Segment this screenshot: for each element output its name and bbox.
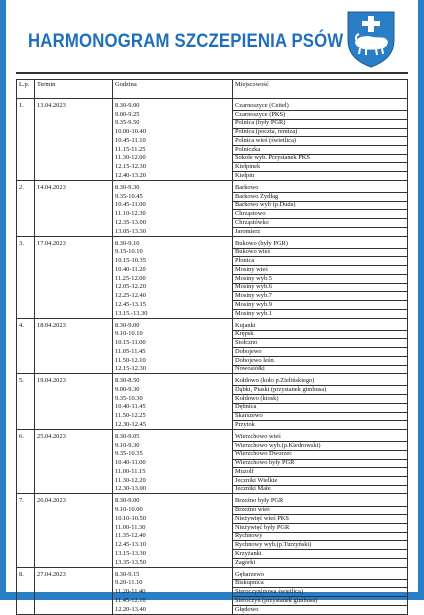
time-slot: 11.30-12.20	[115, 476, 146, 484]
right-blue-border	[418, 0, 424, 600]
table-row	[17, 322, 408, 374]
termin-date: 13.04.2023	[37, 102, 66, 109]
time-slot: 8.30-9.00	[115, 321, 140, 329]
time-slot: 8.30-9.00	[115, 102, 140, 109]
location-name: Kołdowo (koło p.Zielińskiego)	[235, 377, 315, 385]
lp-cell	[17, 571, 35, 614]
table-header-row	[17, 80, 408, 99]
time-slot: 13.15-13.30	[115, 549, 146, 557]
time-slot: 11.25-12.00	[115, 274, 146, 282]
godzina-cell	[113, 497, 233, 567]
time-slot: 9.15-10.10	[115, 248, 143, 256]
termin-date: 26.04.2023	[37, 497, 66, 505]
location-name: Nieżywięć były PGR	[235, 523, 290, 531]
location-name: Mosiny wyb.6	[235, 283, 272, 291]
lp-number: 1.	[19, 102, 24, 109]
location-name: Bukowo (były PGR)	[235, 239, 288, 247]
time-slot: 10.15-10.35	[115, 257, 146, 265]
time-slot: 11.00-11.30	[115, 523, 146, 531]
time-slot: 9.10-9.30	[115, 441, 140, 449]
location-name: Kiełpin	[235, 171, 255, 179]
termin-date: 14.04.2023	[37, 183, 66, 191]
time-slot: 10.40-11.00	[115, 459, 146, 467]
location-name: Barkowo	[235, 183, 259, 191]
location-name: Brzeźno były PGR	[235, 497, 284, 505]
location-name: Rychnowy	[235, 532, 263, 540]
time-slot: 13.15.-13.30	[115, 309, 148, 317]
location-name: Mosiny wyb.1	[235, 309, 272, 317]
location-name: Wierzchowo Dworzec	[235, 450, 293, 458]
location-name: Sokole wyb. Przystanek PKS	[235, 154, 310, 162]
location-name: Dąbki, Piaski (przystanek gimbusa)	[235, 386, 327, 394]
location-name: Czarnoszyce (PKS)	[235, 110, 286, 118]
time-slot: 12.30-13.00	[115, 485, 146, 493]
time-slot: 9.10-10.10	[115, 330, 143, 338]
table-row	[17, 433, 408, 494]
godzina-cell	[113, 571, 233, 614]
title-divider	[16, 72, 408, 74]
time-slot: 11.35-12.40	[115, 532, 146, 540]
time-slot: 9.00-9.25	[115, 110, 140, 118]
lp-number: 8.	[19, 570, 24, 578]
termin-cell	[35, 377, 113, 429]
time-slot: 11.45-12.10	[115, 596, 146, 604]
time-slot: 10.10-10.50	[115, 514, 146, 522]
location-name: Kujanki	[235, 321, 256, 329]
location-name: Mosiny wyb.7	[235, 292, 272, 300]
time-slot: 11.15-11.25	[115, 145, 146, 153]
table-row	[17, 377, 408, 429]
location-name: Stołczno	[235, 339, 258, 347]
location-name: Mosiny wieś	[235, 265, 268, 273]
miejscowosc-cell	[233, 377, 408, 429]
location-name: Dobojewo	[235, 347, 262, 355]
location-name: Nieżywięć wieś PKS	[235, 514, 289, 522]
location-name: Barkowo Żydłag	[235, 192, 279, 200]
location-name: Dobojewo leśn.	[235, 356, 276, 364]
header-miejscowosc: Miejscowość	[233, 80, 408, 99]
left-blue-border	[0, 0, 6, 600]
location-name: Sieroczyn(nowa świetlica)	[235, 588, 303, 596]
page-title: HARMONOGRAM SZCZEPIENIA PSÓW	[28, 30, 344, 52]
table-row	[17, 240, 408, 318]
time-slot: 11.50-12.10	[115, 356, 146, 364]
location-name: Skarszewo	[235, 412, 263, 420]
termin-cell	[35, 184, 113, 236]
miejscowosc-cell	[233, 433, 408, 494]
time-slot: 8.30-9.15	[115, 570, 140, 578]
time-slot: 9.35-10.45	[115, 192, 143, 200]
godzina-cell	[113, 433, 233, 494]
location-name: Dębnica	[235, 403, 257, 411]
lp-cell	[17, 240, 35, 318]
time-slot: 11.20-11.40	[115, 588, 146, 596]
termin-cell	[35, 240, 113, 318]
location-name: Kiełpinek	[235, 163, 261, 171]
location-name: Nowosiółki	[235, 365, 265, 373]
time-slot: 12.45-13.10	[115, 541, 146, 549]
termin-date: 19.04.2023	[37, 377, 66, 385]
godzina-cell	[113, 322, 233, 374]
termin-date: 27.04.2023	[37, 570, 66, 578]
time-slot: 10.45-11.00	[115, 201, 146, 209]
miejscowosc-cell	[233, 497, 408, 567]
location-name: Jaromierz	[235, 227, 261, 235]
time-slot: 10.15-11.00	[115, 339, 146, 347]
location-name: Zagórki	[235, 558, 256, 566]
time-slot: 10.00-10.40	[115, 128, 146, 136]
time-slot: 10.40-11.20	[115, 265, 146, 273]
location-name: Polnica wieś (świetlica)	[235, 136, 297, 144]
lp-cell	[17, 184, 35, 236]
lp-number: 5.	[19, 377, 24, 385]
time-slot: 9.35-9.50	[115, 119, 140, 127]
time-slot: 12.20-13.40	[115, 605, 146, 613]
location-name: Krępsk	[235, 330, 254, 338]
lp-number: 4.	[19, 321, 24, 329]
time-slot: 11.10-12.30	[115, 210, 146, 218]
location-name: Przytok	[235, 420, 255, 428]
location-name: Wierzchowo były PGR	[235, 459, 295, 467]
time-slot: 9.20-11.10	[115, 579, 143, 587]
location-name: Barkowo wyb (p.Duda)	[235, 201, 296, 209]
location-name: Kołdowo (kiosk)	[235, 394, 279, 402]
header-lp: L.p.	[17, 80, 35, 99]
lp-number: 3.	[19, 239, 24, 247]
table-row	[17, 102, 408, 180]
location-name: Sieroczyn (przystanek gimbusa)	[235, 596, 318, 604]
location-name: Chrząstówko	[235, 218, 269, 226]
location-name: Mosiny wyb.5	[235, 274, 272, 282]
godzina-cell	[113, 240, 233, 318]
time-slot: 12.45-13.15	[115, 300, 146, 308]
location-name: Muzolf	[235, 467, 254, 475]
godzina-cell	[113, 102, 233, 180]
miejscowosc-cell	[233, 102, 408, 180]
time-slot: 11.00-11.15	[115, 467, 146, 475]
time-slot: 12.30-12.45	[115, 420, 146, 428]
header-godzina: Godzina	[113, 80, 233, 99]
location-name: Gębarzewo	[235, 570, 265, 578]
time-slot: 13.05-13.30	[115, 227, 146, 235]
schedule-body	[17, 99, 408, 615]
lp-cell	[17, 102, 35, 180]
time-slot: 12.25-12.40	[115, 292, 146, 300]
miejscowosc-cell	[233, 184, 408, 236]
lp-number: 2.	[19, 183, 24, 191]
table-row	[17, 497, 408, 567]
vaccination-schedule-table	[16, 79, 408, 615]
time-slot: 11.05-11.45	[115, 347, 146, 355]
location-name: Wierzchowo wyb.(p.Kiedrowski)	[235, 441, 321, 449]
termin-cell	[35, 497, 113, 567]
time-slot: 12.35-13.00	[115, 218, 146, 226]
location-name: Chrząstowo	[235, 210, 266, 218]
time-slot: 13.35-13.50	[115, 558, 146, 566]
lp-cell	[17, 497, 35, 567]
time-slot: 10.45-11.10	[115, 136, 146, 144]
location-name: Bukowo wieś	[235, 248, 270, 256]
time-slot: 12.15-12.30	[115, 365, 146, 373]
lp-number: 7.	[19, 497, 24, 505]
location-name: Jeczniki Małe	[235, 485, 271, 493]
time-slot: 8.30-9.05	[115, 433, 140, 440]
miejscowosc-cell	[233, 322, 408, 374]
location-name: Mosiny wyb.9	[235, 300, 272, 308]
coat-of-arms-icon	[346, 10, 396, 68]
termin-cell	[35, 571, 113, 614]
time-slot: 9.00-9.30	[115, 386, 140, 394]
time-slot: 8.30-9.00	[115, 497, 140, 505]
lp-cell	[17, 322, 35, 374]
time-slot: 8.30-9.10	[115, 239, 140, 247]
location-name: Rychnowy wyb.(p.Turzyński)	[235, 541, 312, 549]
time-slot: 8.30-8.50	[115, 377, 140, 385]
godzina-cell	[113, 377, 233, 429]
termin-cell	[35, 433, 113, 494]
time-slot: 11.50-12.25	[115, 412, 146, 420]
godzina-cell	[113, 184, 233, 236]
location-name: Brzeźno wieś	[235, 506, 270, 514]
time-slot: 10.40-11.45	[115, 403, 146, 411]
location-name: Biskupnica	[235, 579, 264, 587]
miejscowosc-cell	[233, 240, 408, 318]
lp-number: 6.	[19, 433, 24, 440]
lp-cell	[17, 433, 35, 494]
termin-date: 25.04.2023	[37, 433, 66, 440]
time-slot: 12.40-13.20	[115, 171, 146, 179]
location-name: Polnica (poczta, remiza)	[235, 128, 298, 136]
location-name: Polnica (były PGR)	[235, 119, 286, 127]
termin-date: 17.04.2023	[37, 239, 66, 247]
location-name: Płonica	[235, 257, 255, 265]
termin-cell	[35, 322, 113, 374]
location-name: Czarnoszyce (Ceitel)	[235, 102, 289, 109]
time-slot: 12.15-12.30	[115, 163, 146, 171]
time-slot: 12.05-12.20	[115, 283, 146, 291]
location-name: Wierzchowo wieś	[235, 433, 281, 440]
termin-cell	[35, 102, 113, 180]
termin-date: 18.04.2023	[37, 321, 66, 329]
location-name: Krzyżanki	[235, 549, 262, 557]
time-slot: 11.30-12.00	[115, 154, 146, 162]
location-name: Głędowo	[235, 605, 259, 613]
table-row	[17, 184, 408, 236]
header-termin: Termin	[35, 80, 113, 99]
time-slot: 9.35-10.35	[115, 450, 143, 458]
location-name: Polniczka	[235, 145, 261, 153]
time-slot: 9.10-10.00	[115, 506, 143, 514]
miejscowosc-cell	[233, 571, 408, 614]
table-row	[17, 571, 408, 614]
time-slot: 9.35-10.30	[115, 394, 143, 402]
lp-cell	[17, 377, 35, 429]
location-name: Jeczniki Wielkie	[235, 476, 278, 484]
time-slot: 8.30-9.30	[115, 183, 140, 191]
